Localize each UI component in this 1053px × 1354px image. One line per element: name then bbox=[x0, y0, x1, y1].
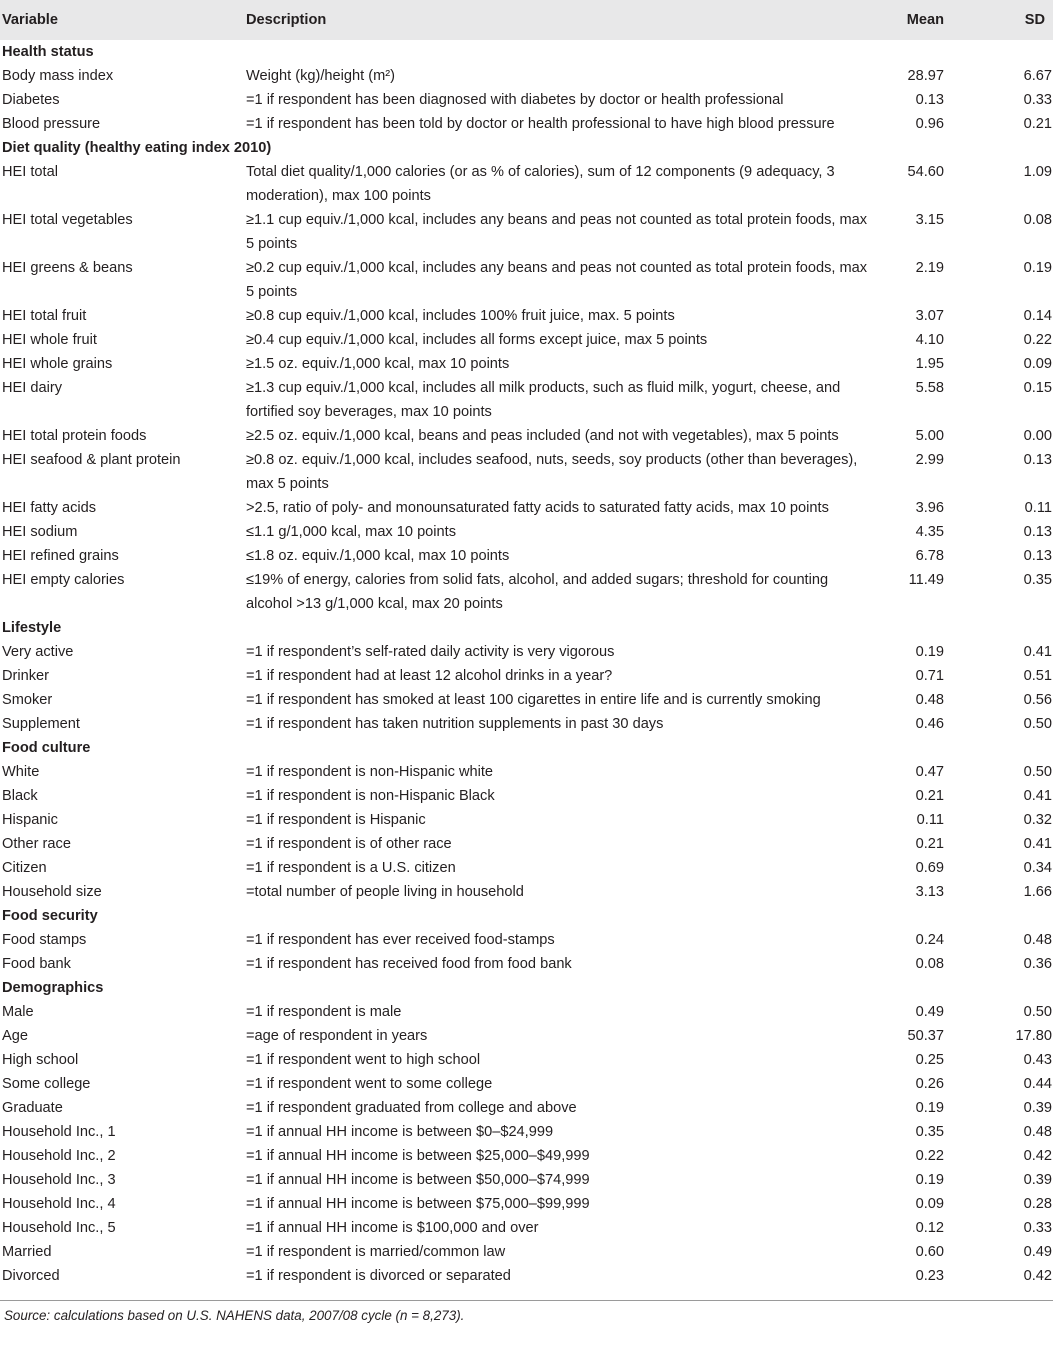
mean-cell: 0.25 bbox=[915, 1052, 944, 1068]
mean-cell: 0.49 bbox=[915, 1004, 944, 1020]
variable-cell: HEI seafood & plant protein bbox=[2, 452, 181, 468]
mean-cell: 3.15 bbox=[915, 212, 944, 228]
mean-cell: 11.49 bbox=[908, 572, 944, 588]
variable-cell: HEI greens & beans bbox=[2, 260, 133, 276]
table-bottom-rule bbox=[0, 1300, 1053, 1301]
table-row bbox=[0, 928, 1053, 952]
variable-cell: White bbox=[2, 764, 40, 780]
variable-cell: HEI total bbox=[2, 164, 58, 180]
mean-cell: 0.47 bbox=[915, 764, 944, 780]
variable-cell: Supplement bbox=[2, 716, 80, 732]
table-row bbox=[0, 376, 1053, 424]
table-row bbox=[0, 640, 1053, 664]
description-cell: =1 if respondent went to some college bbox=[246, 1076, 493, 1092]
mean-cell: 0.08 bbox=[915, 956, 944, 972]
sd-cell: 0.43 bbox=[1023, 1052, 1052, 1068]
sd-cell: 0.41 bbox=[1023, 836, 1052, 852]
description-cell: ≤1.8 oz. equiv./1,000 kcal, max 10 points bbox=[246, 548, 510, 564]
description-cell: Weight (kg)/height (m²) bbox=[246, 68, 395, 84]
variable-cell: Household size bbox=[2, 884, 102, 900]
mean-cell: 4.35 bbox=[915, 524, 944, 540]
sd-cell: 0.13 bbox=[1023, 452, 1052, 468]
variable-cell: HEI whole fruit bbox=[2, 332, 97, 348]
mean-cell: 0.96 bbox=[915, 116, 944, 132]
description-cell: =1 if respondent is non-Hispanic Black bbox=[246, 788, 495, 804]
sd-cell: 0.36 bbox=[1023, 956, 1052, 972]
description-cell: =1 if annual HH income is between $25,000–$49,999 bbox=[246, 1148, 590, 1164]
mean-cell: 0.22 bbox=[915, 1148, 944, 1164]
sd-cell: 0.11 bbox=[1024, 500, 1052, 516]
table-row bbox=[0, 832, 1053, 856]
mean-cell: 5.00 bbox=[915, 428, 944, 444]
variable-cell: Blood pressure bbox=[2, 116, 101, 132]
sd-cell: 0.51 bbox=[1023, 668, 1052, 684]
table-source-note: Source: calculations based on U.S. NAHENS data, 2007/08 cycle (n = 8,273). bbox=[4, 1308, 465, 1323]
table-row bbox=[0, 520, 1053, 544]
description-cell: =1 if respondent has smoked at least 100 cigarettes in entire life and is currently smoking bbox=[246, 692, 821, 708]
variable-cell: Household Inc., 3 bbox=[2, 1172, 116, 1188]
table-row bbox=[0, 424, 1053, 448]
variable-cell: Household Inc., 5 bbox=[2, 1220, 116, 1236]
description-cell: ≥0.8 oz. equiv./1,000 kcal, includes seafood, nuts, seeds, soy products (other than beverages), max 5 points bbox=[246, 452, 858, 492]
description-cell: Total diet quality/1,000 calories (or as % of calories), sum of 12 components (9 adequacy, 3 moderation), max 100 points bbox=[246, 164, 835, 204]
description-cell: =1 if respondent is a U.S. citizen bbox=[246, 860, 456, 876]
sd-cell: 0.08 bbox=[1023, 212, 1052, 228]
table-row bbox=[0, 64, 1053, 88]
description-cell: =1 if respondent is non-Hispanic white bbox=[246, 764, 494, 780]
variable-cell: High school bbox=[2, 1052, 79, 1068]
mean-cell: 0.21 bbox=[915, 836, 944, 852]
table-row bbox=[0, 784, 1053, 808]
mean-cell: 2.19 bbox=[915, 260, 944, 276]
table-row bbox=[0, 1096, 1053, 1120]
mean-cell: 0.09 bbox=[915, 1196, 944, 1212]
description-cell: ≤19% of energy, calories from solid fats, alcohol, and added sugars; threshold for counting alcohol >13 g/1,000 kcal, max 20 points bbox=[246, 572, 829, 612]
table-row bbox=[0, 1024, 1053, 1048]
description-cell: ≥0.2 cup equiv./1,000 kcal, includes any beans and peas not counted as total protein foods, max 5 points bbox=[246, 260, 868, 300]
table-row bbox=[0, 568, 1053, 616]
variable-cell: HEI dairy bbox=[2, 380, 63, 396]
description-cell: =age of respondent in years bbox=[246, 1028, 428, 1044]
variable-cell: Married bbox=[2, 1244, 52, 1260]
description-cell: =1 if annual HH income is between $0–$24,999 bbox=[246, 1124, 554, 1140]
description-cell: ≥2.5 oz. equiv./1,000 kcal, beans and peas included (and not with vegetables), max 5 points bbox=[246, 428, 839, 444]
mean-cell: 0.23 bbox=[915, 1268, 944, 1284]
group-row bbox=[0, 616, 1053, 640]
description-cell: =1 if respondent’s self-rated daily activity is very vigorous bbox=[246, 644, 615, 660]
sd-cell: 0.14 bbox=[1023, 308, 1052, 324]
variable-cell: Divorced bbox=[2, 1268, 60, 1284]
variable-cell: HEI total fruit bbox=[2, 308, 87, 324]
table-header bbox=[0, 0, 1053, 40]
table-row bbox=[0, 856, 1053, 880]
mean-cell: 0.13 bbox=[915, 92, 944, 108]
sd-cell: 0.39 bbox=[1023, 1100, 1052, 1116]
sd-cell: 17.80 bbox=[1015, 1028, 1052, 1044]
table-row bbox=[0, 1000, 1053, 1024]
mean-cell: 0.11 bbox=[916, 812, 944, 828]
sd-cell: 0.50 bbox=[1023, 764, 1052, 780]
header-sd: SD bbox=[1024, 12, 1045, 28]
table-row bbox=[0, 664, 1053, 688]
sd-cell: 0.49 bbox=[1023, 1244, 1052, 1260]
variable-cell: Food bank bbox=[2, 956, 71, 972]
group-title: Food security bbox=[2, 908, 98, 924]
sd-cell: 0.13 bbox=[1023, 524, 1052, 540]
table-row bbox=[0, 712, 1053, 736]
table-row bbox=[0, 760, 1053, 784]
group-title: Diet quality (healthy eating index 2010) bbox=[2, 140, 272, 156]
sd-cell: 0.15 bbox=[1023, 380, 1052, 396]
description-cell: =1 if annual HH income is between $50,000–$74,999 bbox=[246, 1172, 590, 1188]
sd-cell: 0.32 bbox=[1023, 812, 1052, 828]
mean-cell: 3.13 bbox=[915, 884, 944, 900]
table-row bbox=[0, 112, 1053, 136]
mean-cell: 0.21 bbox=[915, 788, 944, 804]
variable-cell: Drinker bbox=[2, 668, 50, 684]
table-row bbox=[0, 304, 1053, 328]
description-cell: =1 if respondent is of other race bbox=[246, 836, 452, 852]
table-row bbox=[0, 328, 1053, 352]
mean-cell: 4.10 bbox=[915, 332, 944, 348]
description-cell: ≥0.8 cup equiv./1,000 kcal, includes 100% fruit juice, max. 5 points bbox=[246, 308, 675, 324]
header-variable: Variable bbox=[2, 12, 58, 28]
table-row bbox=[0, 1048, 1053, 1072]
description-cell: =1 if respondent has been told by doctor or health professional to have high blood pressure bbox=[246, 116, 835, 132]
description-cell: =1 if respondent is male bbox=[246, 1004, 402, 1020]
description-cell: =1 if respondent graduated from college and above bbox=[246, 1100, 577, 1116]
description-cell: =1 if annual HH income is $100,000 and over bbox=[246, 1220, 539, 1236]
mean-cell: 5.58 bbox=[915, 380, 944, 396]
mean-cell: 0.19 bbox=[915, 1100, 944, 1116]
group-row bbox=[0, 40, 1053, 64]
variable-cell: Other race bbox=[2, 836, 71, 852]
variable-cell: Hispanic bbox=[2, 812, 58, 828]
sd-cell: 0.50 bbox=[1023, 716, 1052, 732]
sd-cell: 0.22 bbox=[1023, 332, 1052, 348]
sd-cell: 0.28 bbox=[1023, 1196, 1052, 1212]
sd-cell: 0.39 bbox=[1023, 1172, 1052, 1188]
mean-cell: 3.96 bbox=[915, 500, 944, 516]
variable-cell: Graduate bbox=[2, 1100, 63, 1116]
table-row bbox=[0, 952, 1053, 976]
sd-cell: 0.21 bbox=[1023, 116, 1052, 132]
header-description: Description bbox=[246, 12, 327, 28]
mean-cell: 0.48 bbox=[915, 692, 944, 708]
mean-cell: 0.71 bbox=[915, 668, 944, 684]
description-cell: =1 if respondent is divorced or separated bbox=[246, 1268, 511, 1284]
description-cell: =1 if respondent went to high school bbox=[246, 1052, 481, 1068]
mean-cell: 0.12 bbox=[915, 1220, 944, 1236]
description-cell: =1 if annual HH income is between $75,000–$99,999 bbox=[246, 1196, 590, 1212]
group-row bbox=[0, 976, 1053, 1000]
description-cell: =total number of people living in household bbox=[246, 884, 524, 900]
sd-cell: 0.13 bbox=[1023, 548, 1052, 564]
sd-cell: 0.41 bbox=[1023, 788, 1052, 804]
variable-cell: HEI total protein foods bbox=[2, 428, 147, 444]
mean-cell: 0.69 bbox=[915, 860, 944, 876]
mean-cell: 3.07 bbox=[915, 308, 944, 324]
group-title: Food culture bbox=[2, 740, 91, 756]
mean-cell: 0.46 bbox=[915, 716, 944, 732]
mean-cell: 0.24 bbox=[915, 932, 944, 948]
group-row bbox=[0, 736, 1053, 760]
description-cell: ≤1.1 g/1,000 kcal, max 10 points bbox=[246, 524, 457, 540]
table-row bbox=[0, 1072, 1053, 1096]
sd-cell: 0.33 bbox=[1023, 1220, 1052, 1236]
table-row bbox=[0, 880, 1053, 904]
variable-cell: Food stamps bbox=[2, 932, 87, 948]
table-row bbox=[0, 256, 1053, 304]
table-row bbox=[0, 1240, 1053, 1264]
mean-cell: 6.78 bbox=[915, 548, 944, 564]
variable-cell: Household Inc., 1 bbox=[2, 1124, 116, 1140]
mean-cell: 0.19 bbox=[915, 1172, 944, 1188]
table-row bbox=[0, 544, 1053, 568]
description-cell: =1 if respondent is married/common law bbox=[246, 1244, 506, 1260]
table-row bbox=[0, 208, 1053, 256]
variable-cell: Diabetes bbox=[2, 92, 60, 108]
description-cell: >2.5, ratio of poly- and monounsaturated fatty acids to saturated fatty acids, max 10 points bbox=[246, 500, 829, 516]
table-body bbox=[0, 40, 1053, 1290]
variable-cell: Male bbox=[2, 1004, 34, 1020]
sd-cell: 0.48 bbox=[1023, 1124, 1052, 1140]
table-row bbox=[0, 352, 1053, 376]
description-cell: ≥1.3 cup equiv./1,000 kcal, includes all milk products, such as fluid milk, yogurt, cheese, and fortified soy beverages, max 10 points bbox=[246, 380, 841, 420]
description-cell: ≥1.1 cup equiv./1,000 kcal, includes any beans and peas not counted as total protein foods, max 5 points bbox=[246, 212, 868, 252]
description-cell: =1 if respondent has taken nutrition supplements in past 30 days bbox=[246, 716, 664, 732]
sd-cell: 0.35 bbox=[1023, 572, 1052, 588]
table-row bbox=[0, 808, 1053, 832]
sd-cell: 1.66 bbox=[1023, 884, 1052, 900]
mean-cell: 54.60 bbox=[907, 164, 944, 180]
table-row bbox=[0, 1120, 1053, 1144]
mean-cell: 1.95 bbox=[915, 356, 944, 372]
sd-cell: 0.56 bbox=[1023, 692, 1052, 708]
header-mean: Mean bbox=[906, 12, 944, 28]
table-row bbox=[0, 1216, 1053, 1240]
group-title: Demographics bbox=[2, 980, 104, 996]
description-cell: =1 if respondent had at least 12 alcohol drinks in a year? bbox=[246, 668, 613, 684]
description-cell: ≥1.5 oz. equiv./1,000 kcal, max 10 points bbox=[246, 356, 510, 372]
description-cell: ≥0.4 cup equiv./1,000 kcal, includes all forms except juice, max 5 points bbox=[246, 332, 708, 348]
sd-cell: 0.34 bbox=[1023, 860, 1052, 876]
sd-cell: 0.33 bbox=[1023, 92, 1052, 108]
table-row bbox=[0, 160, 1053, 208]
table-row bbox=[0, 1192, 1053, 1216]
mean-cell: 0.60 bbox=[915, 1244, 944, 1260]
sd-cell: 0.19 bbox=[1023, 260, 1052, 276]
table-row bbox=[0, 448, 1053, 496]
variable-cell: Age bbox=[2, 1028, 28, 1044]
variable-cell: Black bbox=[2, 788, 38, 804]
description-cell: =1 if respondent has received food from food bank bbox=[246, 956, 572, 972]
mean-cell: 0.19 bbox=[915, 644, 944, 660]
sd-cell: 0.41 bbox=[1023, 644, 1052, 660]
description-cell: =1 if respondent is Hispanic bbox=[246, 812, 426, 828]
variable-cell: Some college bbox=[2, 1076, 91, 1092]
table-row bbox=[0, 1264, 1053, 1290]
variable-cell: Body mass index bbox=[2, 68, 114, 84]
sd-cell: 0.44 bbox=[1023, 1076, 1052, 1092]
variable-cell: HEI fatty acids bbox=[2, 500, 97, 516]
header-row bbox=[0, 0, 1053, 40]
mean-cell: 50.37 bbox=[907, 1028, 944, 1044]
sd-cell: 0.09 bbox=[1023, 356, 1052, 372]
sd-cell: 0.48 bbox=[1023, 932, 1052, 948]
group-title: Health status bbox=[2, 44, 94, 60]
mean-cell: 0.26 bbox=[915, 1076, 944, 1092]
variable-cell: HEI total vegetables bbox=[2, 212, 133, 228]
description-cell: =1 if respondent has ever received food-stamps bbox=[246, 932, 555, 948]
variable-cell: Household Inc., 2 bbox=[2, 1148, 116, 1164]
mean-cell: 0.35 bbox=[915, 1124, 944, 1140]
table-row bbox=[0, 1144, 1053, 1168]
sd-cell: 0.50 bbox=[1023, 1004, 1052, 1020]
table-row bbox=[0, 88, 1053, 112]
description-cell: =1 if respondent has been diagnosed with diabetes by doctor or health professional bbox=[246, 92, 784, 108]
table-row bbox=[0, 1168, 1053, 1192]
variable-cell: Citizen bbox=[2, 860, 47, 876]
sd-cell: 0.42 bbox=[1023, 1268, 1052, 1284]
variable-cell: HEI whole grains bbox=[2, 356, 113, 372]
mean-cell: 2.99 bbox=[915, 452, 944, 468]
sd-cell: 1.09 bbox=[1023, 164, 1052, 180]
sd-cell: 0.42 bbox=[1023, 1148, 1052, 1164]
group-row bbox=[0, 136, 1053, 160]
sd-cell: 6.67 bbox=[1023, 68, 1052, 84]
variable-cell: HEI empty calories bbox=[2, 572, 125, 588]
variable-cell: HEI refined grains bbox=[2, 548, 119, 564]
table-row bbox=[0, 496, 1053, 520]
variable-cell: Smoker bbox=[2, 692, 53, 708]
group-title: Lifestyle bbox=[2, 620, 62, 636]
variable-cell: HEI sodium bbox=[2, 524, 78, 540]
table-row bbox=[0, 688, 1053, 712]
variable-cell: Household Inc., 4 bbox=[2, 1196, 116, 1212]
mean-cell: 28.97 bbox=[907, 68, 944, 84]
variable-cell: Very active bbox=[2, 644, 74, 660]
group-row bbox=[0, 904, 1053, 928]
sd-cell: 0.00 bbox=[1023, 428, 1052, 444]
